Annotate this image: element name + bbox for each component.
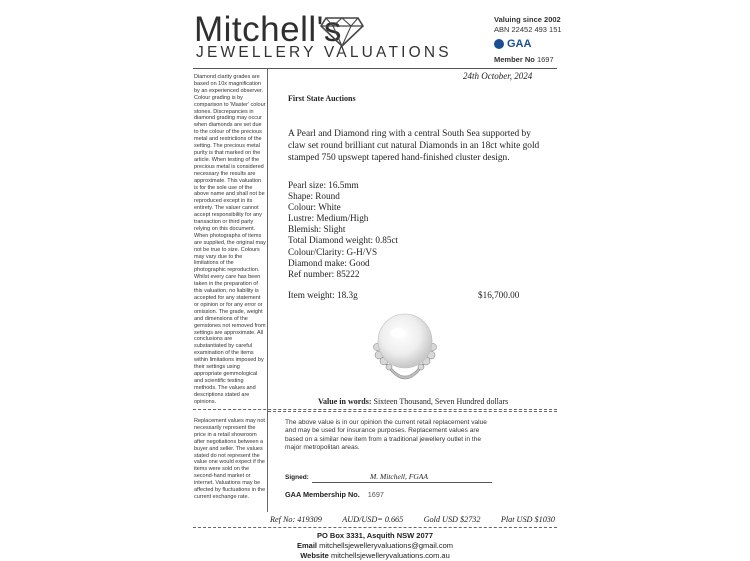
gaa-membership-value: 1697 [367, 490, 384, 499]
spec-item: Blemish: Slight [288, 224, 346, 235]
replacement-value-note: The above value is in our opinion the current retail replacement value and may be used for insurance purposes. Replacement values are based on a similar new item from a traditional jewellery outlet in the major metropolitan areas. [285, 419, 487, 451]
gold-price: Gold USD $2732 [423, 515, 481, 524]
value-words-text: Sixteen Thousand, Seven Hundred dollars [373, 397, 509, 406]
exchange-rate: AUD/USD= 0.665 [342, 515, 404, 524]
gaa-logo-text: GAA [507, 38, 532, 50]
spec-item: Lustre: Medium/High [288, 213, 369, 224]
signature-line [312, 482, 492, 483]
abn: ABN 22452 493 151 [494, 25, 562, 34]
dashed-divider-3 [193, 527, 557, 528]
item-description: A Pearl and Diamond ring with a central South Sea supported by claw set round brilliant cut natural Diamonds in an 18ct white gold stamped 750 upswept tapered hand-finished cluster design. [288, 129, 540, 163]
member-number [494, 55, 554, 64]
column-divider [267, 69, 268, 512]
disclaimer-bottom: Replacement values may not necessarily represent the price in a retail showroom after negotiations between a buyer and seller. The values stated do not represent the value one would expect if the items were sold on the second-hand market or internet. Valuations may be affected by fluctuations in the current exchange rate. [194, 418, 266, 500]
email-link[interactable]: mitchellsjewelleryvaluations@gmail.com [319, 541, 454, 550]
diamond-icon [320, 14, 364, 48]
gaa-logo-icon [494, 39, 504, 49]
value-words-label: Value in words: [318, 397, 372, 406]
website-link[interactable]: mitchellsjewelleryvaluations.com.au [330, 551, 450, 560]
address-website [0, 551, 750, 560]
member-value: 1697 [536, 55, 554, 64]
spec-item: Diamond make: Good [288, 257, 370, 268]
dashed-divider-1 [193, 409, 557, 410]
gaa-logo [494, 38, 531, 50]
spec-item: Pearl size: 16.5mm [288, 180, 359, 190]
value-in-words [318, 397, 508, 406]
item-price: $16,700.00 [478, 290, 520, 300]
ref-number: Ref No: 419309 [270, 515, 322, 524]
email-label: Email [296, 541, 317, 550]
address-po-box: PO Box 3331, Asquith NSW 2077 [316, 531, 433, 540]
item-weight: Item weight: 18.3g [288, 290, 358, 300]
member-label: Member No [494, 55, 535, 64]
dashed-divider-2 [268, 411, 557, 412]
valuing-since: Valuing since 2002 [494, 15, 561, 24]
signed-label: Signed: [285, 474, 309, 481]
spec-item: Shape: Round [288, 191, 340, 202]
gaa-membership-label: GAA Membership No. [285, 490, 360, 499]
spec-list [288, 180, 398, 280]
spec-item: Colour: White [288, 202, 341, 213]
client-name: First State Auctions [288, 94, 356, 103]
ring-photo [355, 303, 455, 396]
platinum-price: Plat USD $1030 [500, 515, 555, 524]
header-right [494, 15, 562, 35]
website-label: Website [300, 551, 329, 560]
reference-row [270, 515, 555, 524]
address-email [0, 541, 750, 550]
spec-item: Colour/Clarity: G-H/VS [288, 246, 378, 257]
valuation-date: 24th October, 2024 [463, 71, 533, 81]
spec-item: Ref number: 85222 [288, 268, 360, 279]
gaa-membership [285, 490, 384, 499]
brand-title: Mitchell's [194, 10, 342, 49]
signature: M. Mitchell, FGAA [370, 472, 428, 481]
header-divider [193, 68, 557, 69]
disclaimer-top: Diamond clarity grades are based on 10x magnification by an experienced observer. Colour grading is by comparison to 'Master' colour stones. Discrepancies in diamond grading may occur when diamonds are set due to the colour of the precious metal and restrictions of the setting. The precious metal purity is that marked on the article. When testing of the precious metal is considered necessary the results are approximate. This valuation is for the sole use of the above name and shall not be reproduced except in its entirety. The valuer cannot accept responsibility for any transaction or third party relying on this document. When photographs of items are supplied, the original may not be true to size. Colours may vary due to the limitations of the photographic reproduction. Whilst every care has been taken in the preparation of this valuation, no liability is accepted for any statement or opinion or for any error or omission. The grade, weight and dimensions of the gemstones not removed from settings are approximate. All conclusions are substantiated by careful examination of the items within limitations imposed by their settings using appropriate gemmological and scientific testing methods. The values and descriptions stated are opinions. [194, 74, 266, 405]
spec-item: Total Diamond weight: 0.85ct [288, 235, 399, 246]
brand-subtitle: JEWELLERY VALUATIONS [196, 44, 452, 61]
